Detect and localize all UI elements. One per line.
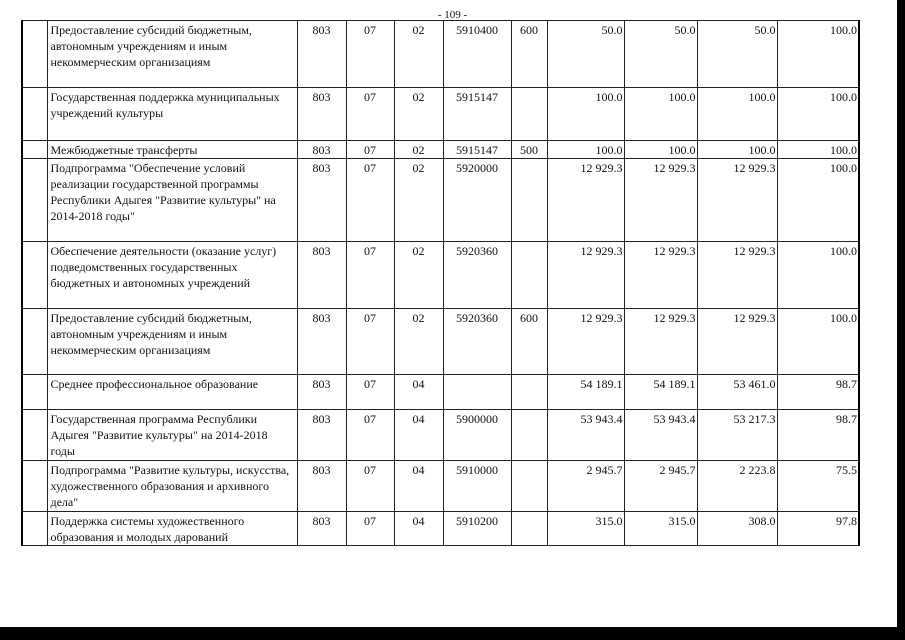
table-row xyxy=(22,410,859,461)
csr-cell: 5920360 xyxy=(443,242,511,309)
rz-cell: 07 xyxy=(346,159,394,242)
rz-cell: 07 xyxy=(346,141,394,159)
refined-value-cell: 100.0 xyxy=(624,88,697,141)
csr-cell: 5915147 xyxy=(443,141,511,159)
page-number: - 109 - xyxy=(437,9,468,21)
percent-cell: 100.0 xyxy=(777,242,859,309)
plan-value-cell: 100.0 xyxy=(547,141,624,159)
refined-value-cell: 50.0 xyxy=(624,21,697,88)
executed-value-cell: 12 929.3 xyxy=(697,242,777,309)
table-row xyxy=(22,242,859,309)
ved-cell: 803 xyxy=(297,512,346,546)
plan-value-cell: 100.0 xyxy=(547,88,624,141)
refined-value-cell: 12 929.3 xyxy=(624,242,697,309)
pr-cell: 04 xyxy=(394,375,443,410)
table-row xyxy=(22,88,859,141)
item-name-cell: Подпрограмма "Обеспечение условий реализации государственной программы Республики Адыгея "Развитие культуры" на 2014-2018 годы" xyxy=(47,159,297,242)
csr-cell: 5900000 xyxy=(443,410,511,461)
plan-value-cell: 315.0 xyxy=(547,512,624,546)
item-name-cell: Межбюджетные трансферты xyxy=(47,141,297,159)
ved-cell: 803 xyxy=(297,21,346,88)
table-row xyxy=(22,141,859,159)
gutter-cell xyxy=(22,141,47,159)
plan-value-cell: 2 945.7 xyxy=(547,461,624,512)
csr-cell: 5910200 xyxy=(443,512,511,546)
table-row xyxy=(22,461,859,512)
refined-value-cell: 315.0 xyxy=(624,512,697,546)
table-body xyxy=(22,21,859,546)
item-name-cell: Подпрограмма "Развитие культуры, искусства, художественного образования и архивного дела" xyxy=(47,461,297,512)
table-row xyxy=(22,21,859,88)
plan-value-cell: 50.0 xyxy=(547,21,624,88)
pr-cell: 02 xyxy=(394,309,443,375)
item-name-cell: Предоставление субсидий бюджетным, автономным учреждениям и иным некоммерческим организациям xyxy=(47,21,297,88)
ved-cell: 803 xyxy=(297,309,346,375)
vr-cell xyxy=(511,461,547,512)
plan-value-cell: 12 929.3 xyxy=(547,309,624,375)
gutter-cell xyxy=(22,159,47,242)
vr-cell: 600 xyxy=(511,21,547,88)
rz-cell: 07 xyxy=(346,21,394,88)
gutter-cell xyxy=(22,309,47,375)
plan-value-cell: 54 189.1 xyxy=(547,375,624,410)
item-name-cell: Среднее профессиональное образование xyxy=(47,375,297,410)
percent-cell: 97.8 xyxy=(777,512,859,546)
item-name-cell: Государственная поддержка муниципальных учреждений культуры xyxy=(47,88,297,141)
csr-cell: 5920360 xyxy=(443,309,511,375)
gutter-cell xyxy=(22,242,47,309)
executed-value-cell: 100.0 xyxy=(697,141,777,159)
percent-cell: 75.5 xyxy=(777,461,859,512)
gutter-cell xyxy=(22,461,47,512)
gutter-cell xyxy=(22,512,47,546)
item-name-cell: Поддержка системы художественного образования и молодых дарований xyxy=(47,512,297,546)
executed-value-cell: 2 223.8 xyxy=(697,461,777,512)
rz-cell: 07 xyxy=(346,461,394,512)
csr-cell: 5910400 xyxy=(443,21,511,88)
refined-value-cell: 2 945.7 xyxy=(624,461,697,512)
executed-value-cell: 100.0 xyxy=(697,88,777,141)
executed-value-cell: 50.0 xyxy=(697,21,777,88)
rz-cell: 07 xyxy=(346,88,394,141)
vr-cell xyxy=(511,512,547,546)
vr-cell: 500 xyxy=(511,141,547,159)
pr-cell: 04 xyxy=(394,512,443,546)
scan-edge-bottom xyxy=(0,627,905,640)
executed-value-cell: 53 217.3 xyxy=(697,410,777,461)
ved-cell: 803 xyxy=(297,410,346,461)
ved-cell: 803 xyxy=(297,375,346,410)
rz-cell: 07 xyxy=(346,242,394,309)
vr-cell xyxy=(511,88,547,141)
executed-value-cell: 12 929.3 xyxy=(697,159,777,242)
percent-cell: 100.0 xyxy=(777,88,859,141)
table-row xyxy=(22,375,859,410)
plan-value-cell: 12 929.3 xyxy=(547,242,624,309)
rz-cell: 07 xyxy=(346,375,394,410)
ved-cell: 803 xyxy=(297,159,346,242)
rz-cell: 07 xyxy=(346,410,394,461)
vr-cell xyxy=(511,242,547,309)
pr-cell: 02 xyxy=(394,242,443,309)
ved-cell: 803 xyxy=(297,461,346,512)
budget-table xyxy=(21,20,860,546)
vr-cell xyxy=(511,410,547,461)
gutter-cell xyxy=(22,88,47,141)
pr-cell: 02 xyxy=(394,159,443,242)
table-row xyxy=(22,512,859,546)
csr-cell xyxy=(443,375,511,410)
pr-cell: 02 xyxy=(394,88,443,141)
item-name-cell: Обеспечение деятельности (оказание услуг) подведомственных государственных бюджетных и автономных учреждений xyxy=(47,242,297,309)
plan-value-cell: 12 929.3 xyxy=(547,159,624,242)
refined-value-cell: 53 943.4 xyxy=(624,410,697,461)
gutter-cell xyxy=(22,21,47,88)
executed-value-cell: 53 461.0 xyxy=(697,375,777,410)
refined-value-cell: 12 929.3 xyxy=(624,309,697,375)
item-name-cell: Государственная программа Республики Адыгея "Развитие культуры" на 2014-2018 годы xyxy=(47,410,297,461)
executed-value-cell: 12 929.3 xyxy=(697,309,777,375)
pr-cell: 04 xyxy=(394,461,443,512)
pr-cell: 02 xyxy=(394,21,443,88)
csr-cell: 5910000 xyxy=(443,461,511,512)
item-name-cell: Предоставление субсидий бюджетным, автономным учреждениям и иным некоммерческим организациям xyxy=(47,309,297,375)
table-row xyxy=(22,309,859,375)
ved-cell: 803 xyxy=(297,242,346,309)
gutter-cell xyxy=(22,375,47,410)
executed-value-cell: 308.0 xyxy=(697,512,777,546)
percent-cell: 100.0 xyxy=(777,141,859,159)
percent-cell: 100.0 xyxy=(777,309,859,375)
pr-cell: 04 xyxy=(394,410,443,461)
pr-cell: 02 xyxy=(394,141,443,159)
refined-value-cell: 12 929.3 xyxy=(624,159,697,242)
vr-cell xyxy=(511,159,547,242)
ved-cell: 803 xyxy=(297,88,346,141)
refined-value-cell: 100.0 xyxy=(624,141,697,159)
gutter-cell xyxy=(22,410,47,461)
vr-cell: 600 xyxy=(511,309,547,375)
percent-cell: 100.0 xyxy=(777,21,859,88)
table-row xyxy=(22,159,859,242)
percent-cell: 98.7 xyxy=(777,375,859,410)
percent-cell: 98.7 xyxy=(777,410,859,461)
rz-cell: 07 xyxy=(346,512,394,546)
ved-cell: 803 xyxy=(297,141,346,159)
rz-cell: 07 xyxy=(346,309,394,375)
scan-edge-right xyxy=(897,0,905,640)
refined-value-cell: 54 189.1 xyxy=(624,375,697,410)
percent-cell: 100.0 xyxy=(777,159,859,242)
plan-value-cell: 53 943.4 xyxy=(547,410,624,461)
csr-cell: 5920000 xyxy=(443,159,511,242)
vr-cell xyxy=(511,375,547,410)
csr-cell: 5915147 xyxy=(443,88,511,141)
